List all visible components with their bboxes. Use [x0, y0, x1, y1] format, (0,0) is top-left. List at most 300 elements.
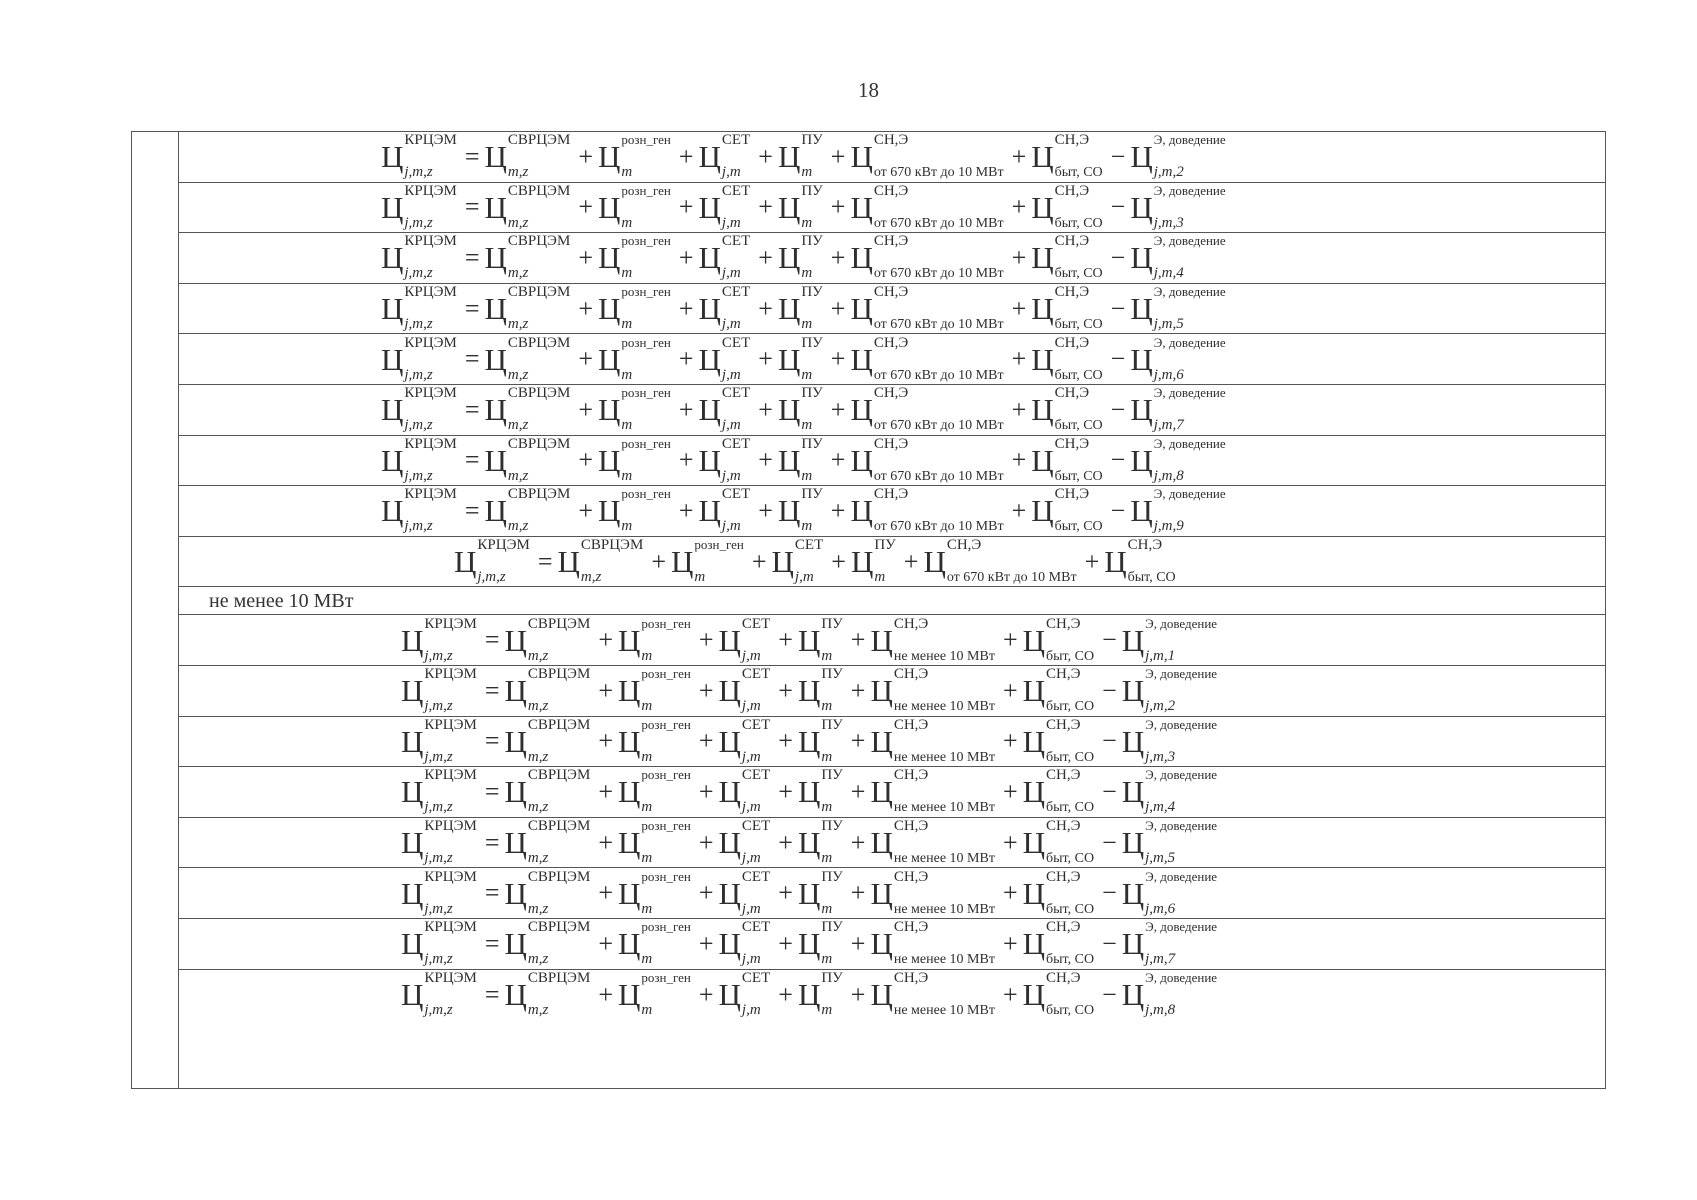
- operator: +: [1011, 242, 1027, 272]
- operator: +: [830, 293, 846, 323]
- subscript: m: [801, 467, 813, 484]
- price-symbol: Ц: [484, 392, 507, 428]
- term-sn-band: [823, 132, 1004, 181]
- subscript: m: [621, 265, 633, 282]
- superscript: СВРЦЭМ: [580, 537, 644, 554]
- superscript: Э, доведение: [1153, 233, 1226, 249]
- price-symbol: Ц: [381, 392, 404, 428]
- operator: +: [758, 141, 773, 171]
- subscript: m,z: [527, 1002, 549, 1019]
- term-pu: [770, 919, 843, 968]
- superscript: КРЦЭМ: [424, 716, 477, 733]
- superscript: СВРЦЭМ: [507, 233, 571, 250]
- term-sn-band: [823, 435, 1004, 484]
- term-set: [691, 818, 771, 867]
- term-sn-byt: [995, 919, 1095, 968]
- operator: +: [1002, 979, 1018, 1009]
- formula-row: [179, 666, 1605, 717]
- price-symbol: Ц: [870, 926, 893, 962]
- subscript: m: [641, 951, 653, 968]
- operator: +: [698, 928, 714, 958]
- superscript: СН,Э: [1046, 666, 1081, 683]
- superscript: ПУ: [821, 615, 843, 632]
- superscript: КРЦЭМ: [404, 132, 457, 149]
- term-krcem: [381, 182, 457, 231]
- term-dovedenie: [1103, 385, 1226, 434]
- subscript: m,z: [507, 366, 529, 383]
- superscript: КРЦЭМ: [424, 919, 477, 936]
- operator: +: [758, 293, 773, 323]
- subscript: j,m: [741, 799, 761, 816]
- price-symbol: Ц: [718, 825, 741, 861]
- subscript: m,z: [527, 748, 549, 765]
- price-symbol: Ц: [401, 977, 424, 1013]
- term-pu: [750, 334, 823, 383]
- superscript: СВРЦЭМ: [507, 385, 571, 402]
- price-symbol: Ц: [597, 291, 621, 327]
- operator: =: [464, 495, 480, 525]
- subscript: m: [801, 518, 813, 535]
- term-sn-band: [843, 919, 995, 968]
- operator: =: [537, 546, 553, 576]
- subscript: j,m,3: [1153, 214, 1184, 231]
- operator: =: [484, 979, 500, 1009]
- formula: [381, 183, 1226, 233]
- term-pu: [750, 385, 823, 434]
- formula: [381, 385, 1226, 435]
- term-sn-band: [843, 615, 995, 664]
- term-sn-byt: [995, 666, 1095, 715]
- price-symbol: Ц: [1031, 442, 1054, 478]
- price-symbol: Ц: [1121, 977, 1145, 1013]
- subscript: j,m,6: [1153, 366, 1184, 383]
- superscript: СН,Э: [1046, 716, 1081, 733]
- subscript: m: [621, 417, 633, 434]
- price-symbol: Ц: [484, 341, 507, 377]
- term-set: [691, 970, 771, 1019]
- term-svrcem: [477, 868, 591, 917]
- price-symbol: Ц: [870, 977, 893, 1013]
- price-symbol: Ц: [850, 341, 873, 377]
- subscript: j,m,z: [424, 698, 453, 715]
- term-svrcem: [477, 666, 591, 715]
- superscript: Э, доведение: [1153, 334, 1226, 350]
- term-svrcem: [477, 767, 591, 816]
- term-dovedenie: [1103, 233, 1226, 282]
- operator: +: [850, 878, 866, 908]
- price-symbol: Ц: [484, 189, 507, 225]
- subscript: m: [621, 164, 633, 181]
- price-symbol: Ц: [381, 139, 404, 175]
- operator: +: [830, 445, 846, 475]
- superscript: розн_ген: [641, 919, 691, 935]
- price-symbol: Ц: [504, 875, 527, 911]
- superscript: Э, доведение: [1145, 716, 1218, 732]
- term-pu: [770, 716, 843, 765]
- term-krcem: [401, 818, 477, 867]
- superscript: СВРЦЭМ: [527, 615, 591, 632]
- price-symbol: Ц: [617, 926, 641, 962]
- price-symbol: Ц: [381, 240, 404, 276]
- subscript: m: [821, 951, 833, 968]
- superscript: СН,Э: [1046, 868, 1081, 885]
- subscript: j,m: [721, 316, 741, 333]
- term-sn-band: [823, 385, 1004, 434]
- formula-row: [179, 284, 1605, 335]
- superscript: КРЦЭМ: [424, 666, 477, 683]
- operator: +: [1011, 141, 1027, 171]
- subscript: j,m,z: [404, 265, 433, 282]
- term-krcem: [381, 132, 457, 181]
- superscript: розн_ген: [641, 666, 691, 682]
- subscript: j,m,z: [404, 214, 433, 231]
- term-set: [671, 284, 751, 333]
- formula-row: [179, 233, 1605, 284]
- subscript: m,z: [580, 569, 602, 586]
- price-symbol: Ц: [504, 926, 527, 962]
- operator: +: [698, 878, 714, 908]
- price-symbol: Ц: [1121, 774, 1145, 810]
- price-symbol: Ц: [923, 544, 946, 580]
- subscript: j,m: [721, 265, 741, 282]
- operator: +: [758, 192, 773, 222]
- term-sn-byt: [1004, 334, 1103, 383]
- superscript: СН,Э: [1127, 537, 1163, 554]
- subscript: m,z: [527, 647, 549, 664]
- price-symbol: Ц: [698, 442, 721, 478]
- operator: −: [1110, 445, 1126, 475]
- subscript: j,m,9: [1153, 518, 1184, 535]
- operator: +: [830, 192, 846, 222]
- superscript: СН,Э: [873, 435, 909, 452]
- subscript: быт, СО: [1046, 901, 1095, 917]
- price-symbol: Ц: [617, 673, 641, 709]
- subscript: быт, СО: [1054, 165, 1103, 181]
- formula: [381, 132, 1226, 182]
- superscript: розн_ген: [621, 486, 671, 502]
- superscript: СН,Э: [1046, 970, 1081, 987]
- price-symbol: Ц: [484, 291, 507, 327]
- superscript: СВРЦЭМ: [527, 666, 591, 683]
- term-sn-byt: [1004, 233, 1103, 282]
- term-pu: [750, 284, 823, 333]
- superscript: СЕТ: [794, 537, 824, 554]
- price-symbol: Ц: [597, 189, 621, 225]
- subscript: j,m,z: [424, 951, 453, 968]
- superscript: розн_ген: [621, 385, 671, 401]
- price-symbol: Ц: [381, 493, 404, 529]
- superscript: СЕТ: [721, 334, 751, 351]
- term-dovedenie: [1094, 666, 1218, 715]
- operator: −: [1102, 928, 1117, 958]
- subscript: быт, СО: [1054, 468, 1103, 484]
- subscript: j,m: [721, 518, 741, 535]
- term-sn-byt: [1004, 486, 1103, 535]
- subscript: j,m: [721, 467, 741, 484]
- superscript: Э, доведение: [1145, 868, 1218, 884]
- operator: +: [850, 675, 866, 705]
- term-rozn-gen: [590, 716, 691, 765]
- operator: +: [698, 827, 714, 857]
- operator: =: [464, 141, 480, 171]
- price-symbol: Ц: [777, 341, 801, 377]
- price-symbol: Ц: [1031, 392, 1054, 428]
- subscript: m: [801, 164, 813, 181]
- subscript: j,m,z: [424, 799, 453, 816]
- operator: −: [1110, 192, 1126, 222]
- operator: −: [1102, 625, 1117, 655]
- operator: +: [778, 675, 793, 705]
- subscript: от 670 кВт до 10 МВт: [873, 165, 1004, 181]
- operator: +: [578, 293, 593, 323]
- formula-row: [179, 615, 1605, 666]
- price-symbol: Ц: [797, 875, 821, 911]
- subscript: быт, СО: [1046, 1003, 1095, 1019]
- term-krcem: [381, 486, 457, 535]
- price-symbol: Ц: [1022, 673, 1046, 709]
- price-symbol: Ц: [850, 493, 873, 529]
- operator: +: [850, 928, 866, 958]
- superscript: ПУ: [801, 233, 823, 250]
- operator: +: [1084, 546, 1100, 576]
- operator: +: [598, 827, 613, 857]
- operator: +: [778, 827, 793, 857]
- subscript: m: [801, 214, 813, 231]
- price-symbol: Ц: [870, 774, 893, 810]
- formula: [381, 334, 1226, 384]
- price-symbol: Ц: [850, 189, 873, 225]
- subscript: m: [621, 467, 633, 484]
- price-symbol: Ц: [1031, 493, 1054, 529]
- subscript: быт, СО: [1046, 749, 1095, 765]
- subscript: m: [821, 748, 833, 765]
- price-symbol: Ц: [870, 622, 893, 658]
- term-set: [671, 486, 751, 535]
- superscript: СН,Э: [1054, 385, 1090, 402]
- price-symbol: Ц: [484, 240, 507, 276]
- price-symbol: Ц: [718, 774, 741, 810]
- subscript: m: [821, 900, 833, 917]
- term-krcem: [381, 233, 457, 282]
- price-symbol: Ц: [401, 926, 424, 962]
- superscript: СН,Э: [1046, 818, 1081, 835]
- subscript: j,m,z: [404, 316, 433, 333]
- superscript: СЕТ: [741, 970, 771, 987]
- price-symbol: Ц: [797, 977, 821, 1013]
- price-symbol: Ц: [1121, 723, 1145, 759]
- formula-row: [179, 486, 1605, 537]
- price-symbol: Ц: [597, 240, 621, 276]
- term-svrcem: [457, 284, 571, 333]
- operator: +: [598, 726, 613, 756]
- subscript: от 670 кВт до 10 МВт: [873, 418, 1004, 434]
- superscript: ПУ: [801, 385, 823, 402]
- operator: +: [903, 546, 919, 576]
- term-rozn-gen: [570, 486, 671, 535]
- term-sn-byt: [995, 615, 1095, 664]
- price-symbol: Ц: [698, 392, 721, 428]
- term-rozn-gen: [570, 435, 671, 484]
- subscript: быт, СО: [1054, 215, 1103, 231]
- subscript: m: [621, 214, 633, 231]
- superscript: СЕТ: [741, 666, 771, 683]
- subscript: быт, СО: [1054, 418, 1103, 434]
- formula-row: [179, 970, 1605, 1021]
- term-sn-byt: [1004, 284, 1103, 333]
- subscript: m,z: [527, 799, 549, 816]
- term-svrcem: [457, 334, 571, 383]
- subscript: j,m,z: [404, 467, 433, 484]
- term-pu: [750, 435, 823, 484]
- subscript: m: [801, 316, 813, 333]
- term-set: [671, 334, 751, 383]
- price-symbol: Ц: [718, 622, 741, 658]
- superscript: ПУ: [801, 334, 823, 351]
- subscript: m,z: [507, 214, 529, 231]
- subscript: не менее 10 МВт: [893, 648, 995, 664]
- price-symbol: Ц: [484, 442, 507, 478]
- subscript: m: [821, 850, 833, 867]
- term-dovedenie: [1094, 868, 1218, 917]
- term-svrcem: [477, 919, 591, 968]
- superscript: Э, доведение: [1153, 385, 1226, 401]
- superscript: СН,Э: [873, 132, 909, 149]
- superscript: СЕТ: [741, 868, 771, 885]
- superscript: СВРЦЭМ: [527, 970, 591, 987]
- price-symbol: Ц: [381, 291, 404, 327]
- operator: =: [484, 878, 500, 908]
- price-symbol: Ц: [797, 825, 821, 861]
- superscript: СВРЦЭМ: [507, 435, 571, 452]
- superscript: СЕТ: [741, 615, 771, 632]
- price-symbol: Ц: [1104, 544, 1127, 580]
- superscript: СН,Э: [1054, 486, 1090, 503]
- subscript: m,z: [507, 417, 529, 434]
- term-rozn-gen: [590, 970, 691, 1019]
- term-sn-byt: [1077, 537, 1176, 586]
- term-dovedenie: [1103, 132, 1226, 181]
- superscript: розн_ген: [641, 818, 691, 834]
- formula-row: [179, 436, 1605, 487]
- superscript: СВРЦЭМ: [527, 818, 591, 835]
- subscript: m,z: [507, 164, 529, 181]
- operator: +: [578, 192, 593, 222]
- formula: [401, 818, 1217, 868]
- superscript: СЕТ: [721, 132, 751, 149]
- superscript: Э, доведение: [1153, 132, 1226, 148]
- term-rozn-gen: [570, 233, 671, 282]
- subscript: m,z: [507, 518, 529, 535]
- term-dovedenie: [1103, 284, 1226, 333]
- operator: +: [1002, 928, 1018, 958]
- subscript: m: [641, 900, 653, 917]
- operator: +: [578, 242, 593, 272]
- term-pu: [770, 767, 843, 816]
- superscript: СН,Э: [893, 666, 929, 683]
- subscript: m,z: [527, 698, 549, 715]
- page-number: 18: [858, 78, 879, 102]
- operator: +: [698, 979, 714, 1009]
- price-symbol: Ц: [1121, 875, 1145, 911]
- operator: +: [1011, 293, 1027, 323]
- superscript: КРЦЭМ: [424, 818, 477, 835]
- term-rozn-gen: [590, 615, 691, 664]
- price-symbol: Ц: [617, 875, 641, 911]
- operator: +: [1011, 445, 1027, 475]
- superscript: Э, доведение: [1153, 486, 1226, 502]
- subscript: j,m,z: [424, 900, 453, 917]
- term-set: [671, 385, 751, 434]
- superscript: Э, доведение: [1145, 666, 1218, 682]
- formula: [401, 868, 1217, 918]
- subscript: m: [641, 647, 653, 664]
- operator: −: [1102, 675, 1117, 705]
- price-symbol: Ц: [401, 723, 424, 759]
- price-symbol: Ц: [850, 139, 873, 175]
- subscript: быт, СО: [1046, 648, 1095, 664]
- formula-table: [131, 131, 1606, 1089]
- superscript: Э, доведение: [1145, 919, 1218, 935]
- price-symbol: Ц: [504, 622, 527, 658]
- price-symbol: Ц: [777, 442, 801, 478]
- subscript: от 670 кВт до 10 МВт: [873, 317, 1004, 333]
- term-sn-byt: [995, 818, 1095, 867]
- operator: =: [464, 293, 480, 323]
- superscript: КРЦЭМ: [424, 970, 477, 987]
- operator: +: [1011, 344, 1027, 374]
- operator: =: [464, 242, 480, 272]
- subscript: быт, СО: [1046, 800, 1095, 816]
- subscript: m: [801, 366, 813, 383]
- formula: [381, 436, 1226, 486]
- term-svrcem: [477, 818, 591, 867]
- superscript: ПУ: [821, 970, 843, 987]
- subscript: от 670 кВт до 10 МВт: [873, 519, 1004, 535]
- superscript: розн_ген: [641, 970, 691, 986]
- left-column: [132, 132, 179, 1088]
- superscript: розн_ген: [641, 615, 691, 631]
- subscript: m: [694, 569, 706, 586]
- term-set: [691, 716, 771, 765]
- superscript: розн_ген: [694, 537, 744, 553]
- price-symbol: Ц: [797, 723, 821, 759]
- term-set: [691, 919, 771, 968]
- subscript: m: [641, 799, 653, 816]
- price-symbol: Ц: [870, 723, 893, 759]
- term-svrcem: [477, 716, 591, 765]
- superscript: СН,Э: [893, 716, 929, 733]
- formula-row: [179, 537, 1605, 588]
- price-symbol: Ц: [1121, 673, 1145, 709]
- operator: +: [758, 495, 773, 525]
- operator: +: [678, 192, 694, 222]
- term-dovedenie: [1094, 970, 1218, 1019]
- formula: [381, 486, 1226, 536]
- operator: +: [758, 394, 773, 424]
- superscript: КРЦЭМ: [424, 767, 477, 784]
- formula: [381, 233, 1226, 283]
- operator: +: [598, 625, 613, 655]
- superscript: СВРЦЭМ: [507, 132, 571, 149]
- term-svrcem: [477, 615, 591, 664]
- superscript: КРЦЭМ: [404, 334, 457, 351]
- superscript: СН,Э: [873, 486, 909, 503]
- operator: +: [1011, 495, 1027, 525]
- operator: +: [758, 344, 773, 374]
- superscript: ПУ: [801, 435, 823, 452]
- operator: −: [1102, 726, 1117, 756]
- superscript: СН,Э: [873, 233, 909, 250]
